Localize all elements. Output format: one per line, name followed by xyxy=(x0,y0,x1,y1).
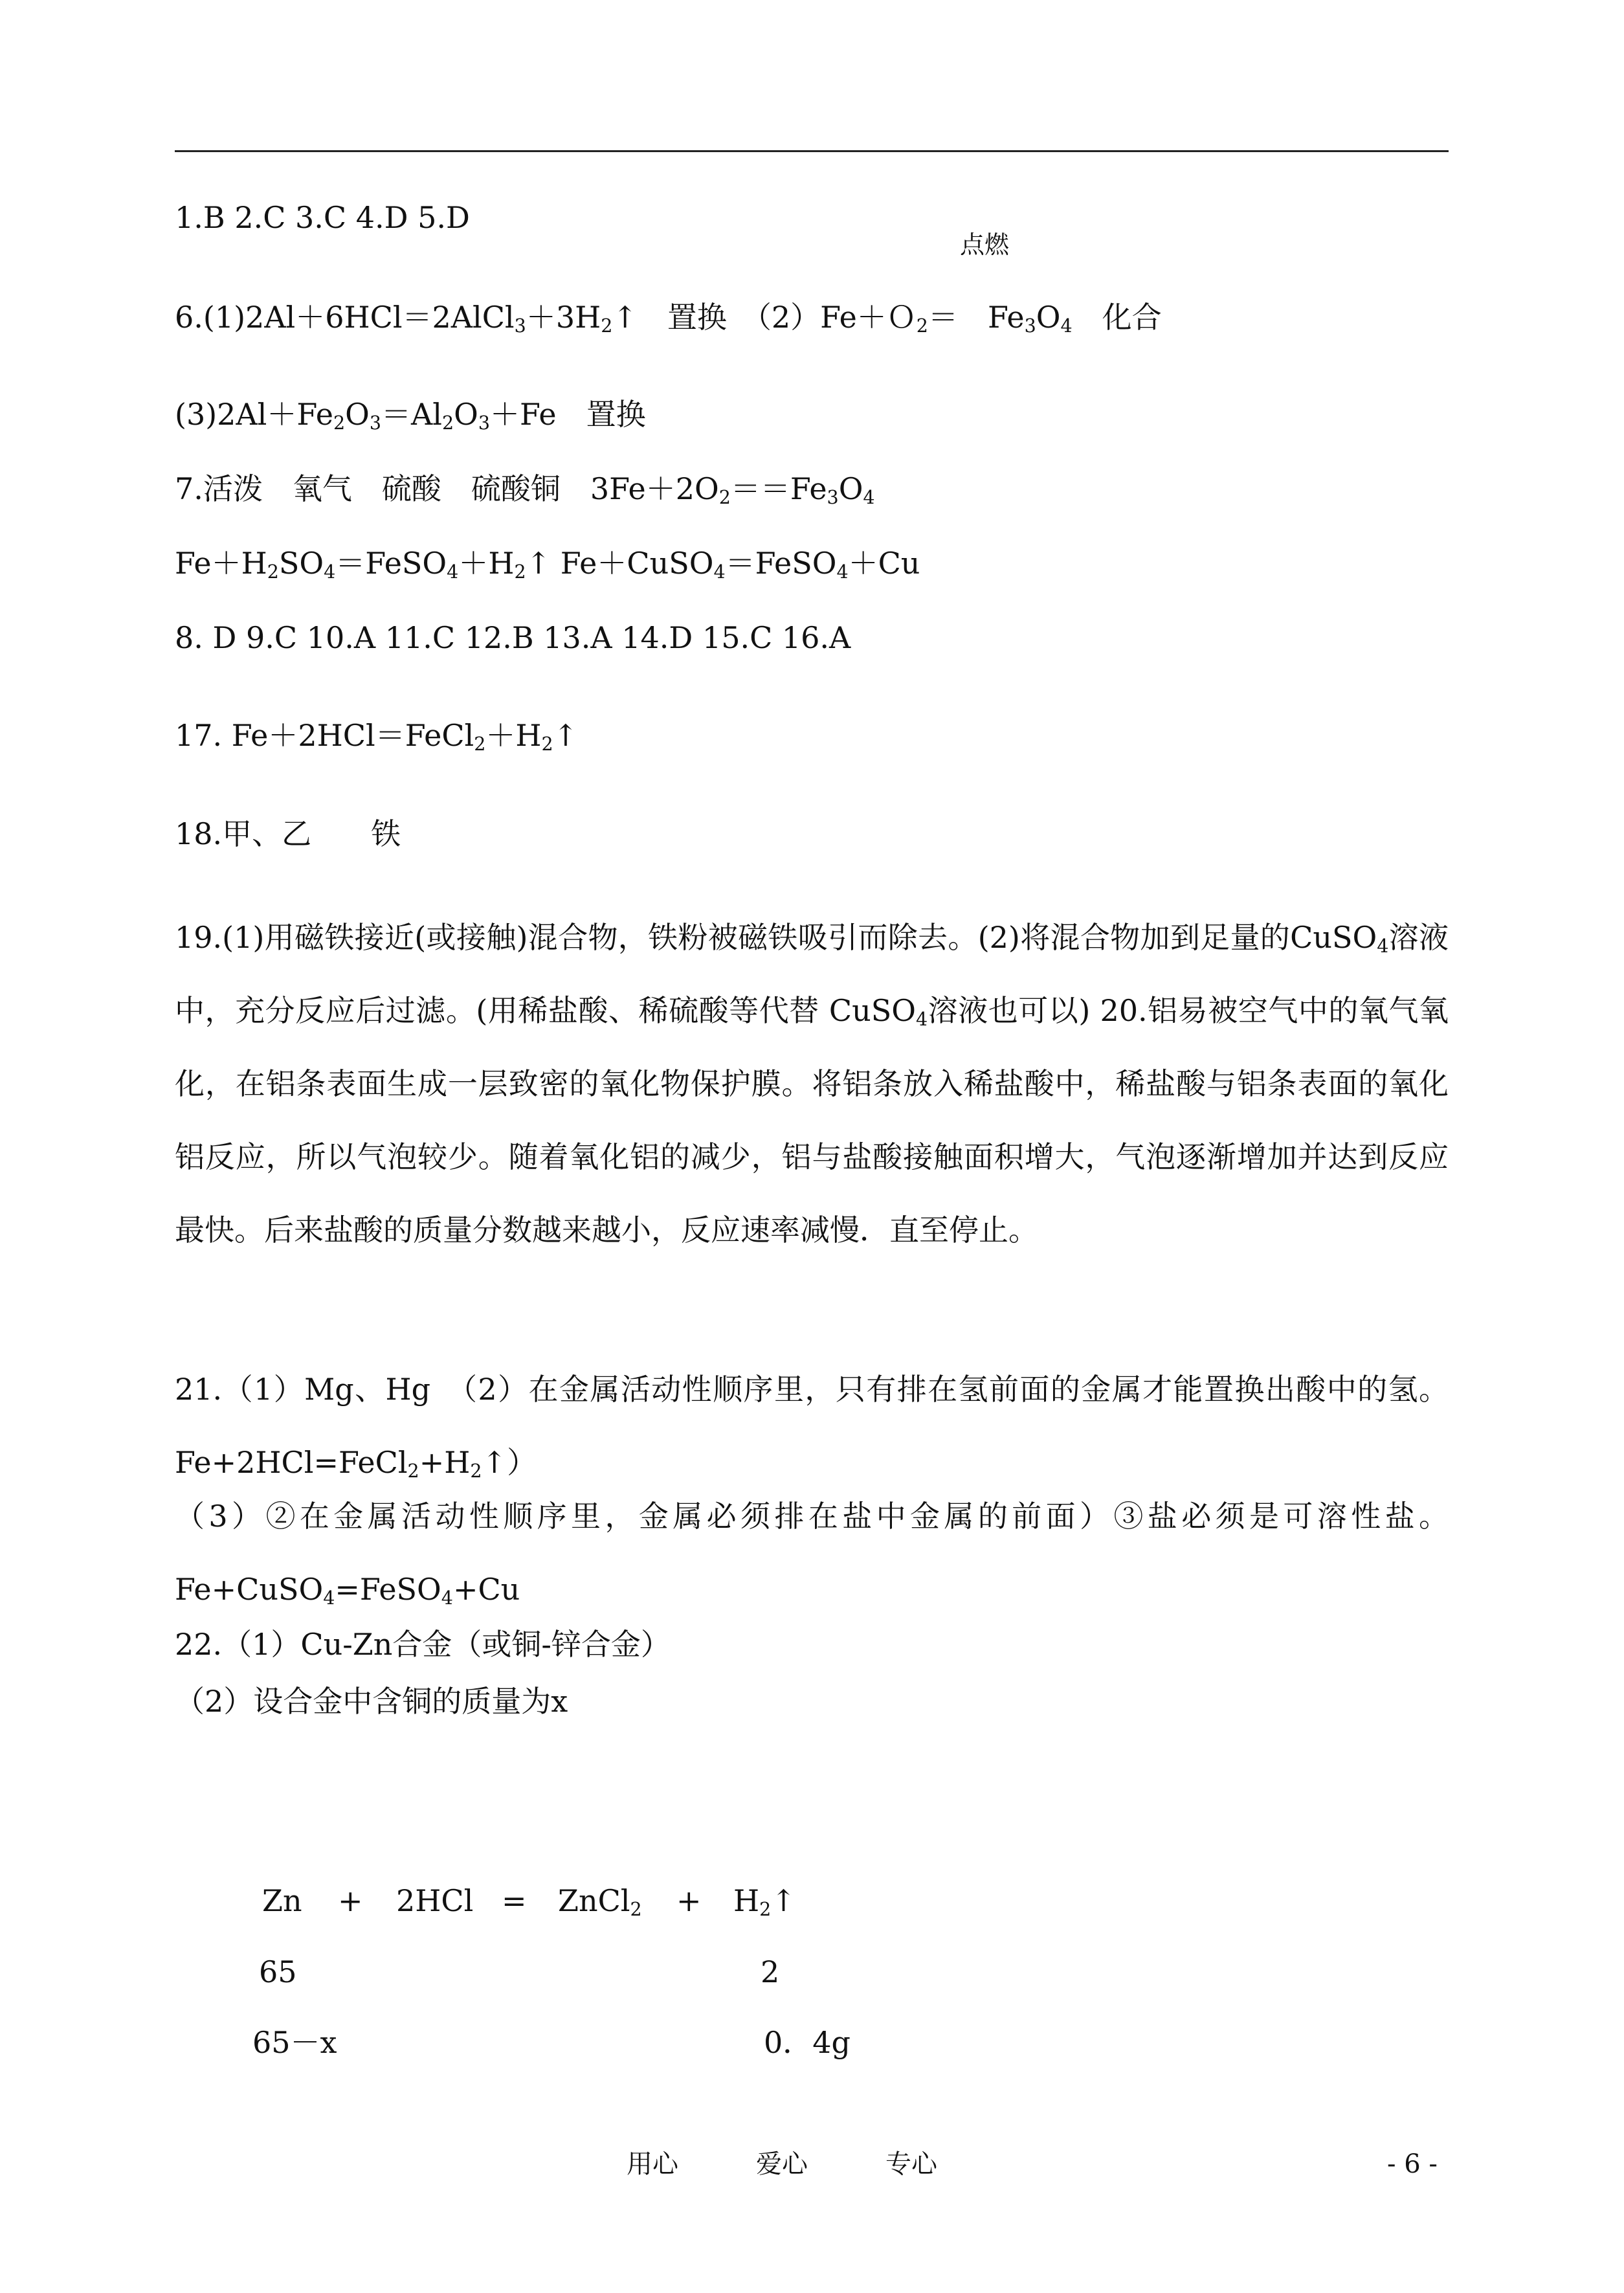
answer-line-18: 18.甲、乙 铁 xyxy=(175,816,401,851)
answer-line-7-equations: $Fe+H_2SO_4=FeSO_4+H_2↑$ Fe＋CuSO$_4$＝FeSO$_4$＋Cu xyxy=(175,546,920,583)
header-rule xyxy=(175,150,1449,152)
answer-line-6-3: $(3)2Al+Fe_2O_3=Al_2O_3+Fe$ 置换 xyxy=(175,397,646,434)
page-number: - 6 - xyxy=(1387,2149,1438,2179)
calc-mass-h2: 0．4g xyxy=(764,2025,851,2060)
calc-mass-zn: 65－x xyxy=(252,2025,337,2060)
calc-zn: Zn xyxy=(262,1883,302,1918)
calc-zncl2: ZnCl$_2$ xyxy=(558,1883,642,1921)
answer-line-1-5: 1.B 2.C 3.C 4.D 5.D xyxy=(175,200,470,235)
answer-paragraph-21: 21.（1）Mg、Hg （2）在金属活动性顺序里，只有排在氢前面的金属才能置换出酸中的氢。$Fe+2HCl=FeCl_2+H_2↑$） xyxy=(175,1372,1449,1482)
answer-paragraph-19-20: 19.(1)用磁铁接近(或接触)混合物，铁粉被磁铁吸引而除去。(2)将混合物加到足量的CuSO$_4$溶液中，充分反应后过滤。(用稀盐酸、稀硫酸等代替 CuSO$_4$溶液也可以) 20.铝易被空气中的氧气氧化，在铝条表面生成一层致密的氧化物保护膜。将铝条放入稀盐酸中，稀盐酸与铝条表面的氧化铝反应，所以气泡较少。随着氧化铝的减少，铝与盐酸接触面积增大，气泡逐渐增加并达到反应最快。后来盐酸的质量分数越来越小，反应速率减慢．直至停止。 xyxy=(175,920,1449,1247)
calc-equals: = xyxy=(502,1883,527,1918)
calc-h2: $H_2↑$ xyxy=(733,1883,796,1921)
answer-line-8-16: 8. D 9.C 10.A 11.C 12.B 13.A 14.D 15.C 16.A xyxy=(175,620,851,655)
answer-paragraph-21-3: （3）②在金属活动性顺序里，金属必须排在盐中金属的前面）③盐必须是可溶性盐。Fe+CuSO$_4$=FeSO$_4$+Cu xyxy=(175,1499,1449,1609)
reaction-condition-ignite: 点燃 xyxy=(960,230,1010,259)
calc-plus-2: + xyxy=(676,1883,702,1918)
calc-molar-h2: 2 xyxy=(761,1954,780,1989)
answer-line-6: $6.(1)2Al+6HCl=2AlCl_3+3H_2↑$ 置换 （2）Fe＋Ｏ$_2$＝ $Fe_3O_4$ 化合 xyxy=(175,300,1162,337)
answer-line-22-2: （2）设合金中含铜的质量为x xyxy=(175,1684,568,1719)
calc-plus-1: + xyxy=(338,1883,363,1918)
answer-line-17: 17. $Fe+2HCl=FeCl_2+H_2↑$ xyxy=(175,718,579,755)
calc-molar-zn: 65 xyxy=(259,1954,297,1989)
footer-slogan: 用心 爱心 专心 xyxy=(627,2149,937,2179)
answer-line-7: 7.活泼 氧气 硫酸 硫酸铜 $3Fe+2O_2==Fe_3O_4$ xyxy=(175,471,875,509)
calc-hcl: 2HCl xyxy=(396,1883,474,1918)
answer-line-22-1: 22.（1）Cu-Zn合金（或铜-锌合金） xyxy=(175,1627,671,1662)
